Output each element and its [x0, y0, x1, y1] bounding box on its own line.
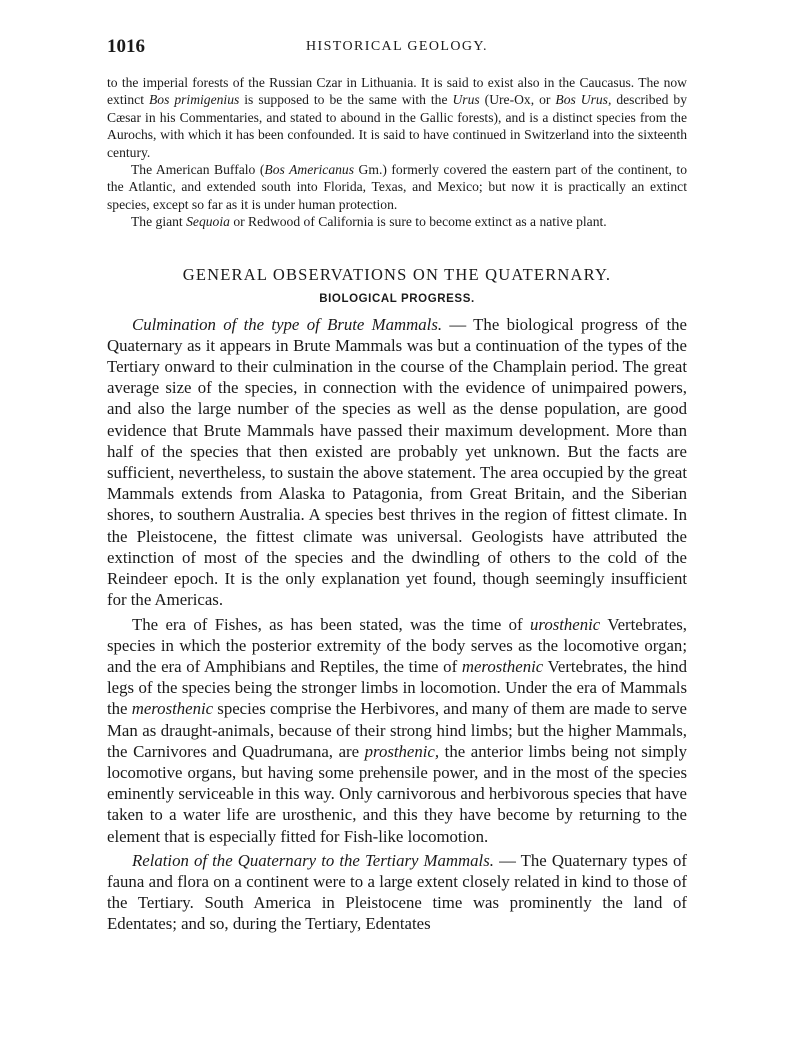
intro-paragraph-buffalo: The American Buffalo (Bos Americanus Gm.) formerly covered the eastern part of the continent, to the Atlantic, and extended south into Florida, Texas, and Mexico; but now it is practically an extinct species, except so far as it is under human protection.	[107, 162, 687, 212]
intro-block	[107, 74, 687, 231]
paragraph-lead: Culmination of the type of Brute Mammals.	[132, 314, 443, 334]
paragraph-culmination: Culmination of the type of Brute Mammals. — The biological progress of the Quaternary as it appears in Brute Mammals was but a continuation of the types of the Tertiary onward to their culmination in the course of the Champlain period. The great average size of the species, in connection with the evidence of unimpaired powers, and also the large number of the species as well as the dense population, are good evidence that Brute Mammals have passed their maximum development. More than half of the species that then existed are probably yet unknown. But the facts are sufficient, nevertheless, to sustain the above statement. The area occupied by the great Mammals extends from Alaska to Patagonia, from Great Britain, and the Siberian shores, to southern Australia. A species best thrives in the region of fittest climate. In the Pleistocene, the fittest climate was universal. Geologists have attributed the extinction of most of the species and the dwindling of others to the cold of the Reindeer epoch. It is the only explanation yet found, though seemingly insufficient for the Americas.	[107, 314, 687, 610]
intro-paragraph-sequoia: The giant Sequoia or Redwood of California is sure to become extinct as a native plant.	[131, 214, 607, 230]
running-head	[107, 36, 687, 60]
paragraph-vertebrate-eras: The era of Fishes, as has been stated, was the time of urosthenic Vertebrates, species in which the posterior extremity of the body serves as the locomotive organ; and the era of Amphibians and Reptiles, the time of merosthenic Vertebrates, the hind legs of the species being the stronger limbs in locomotion. Under the era of Mammals the merosthenic species comprise the Herbivores, and many of them are made to serve Man as draught-animals, because of their strong hind limbs; but the higher Mammals, the Carnivores and Quadrumana, are prosthenic, the anterior limbs being not simply locomotive organs, but having some prehensile power, and in the most of the species eminently serviceable in this way. Only carnivorous and herbivorous species that have taken to a water life are urosthenic, and this they have become by returning to the element that is especially fitted for Fish-like locomotion.	[107, 614, 688, 846]
paragraph-lead: Relation of the Quaternary to the Tertiary Mammals.	[132, 850, 494, 870]
section-heading: GENERAL OBSERVATIONS ON THE QUATERNARY.	[182, 264, 612, 284]
running-title: HISTORICAL GEOLOGY.	[306, 39, 488, 54]
page-number: 1016	[107, 36, 145, 57]
paragraph-relation: Relation of the Quaternary to the Tertiary Mammals. — The Quaternary types of fauna and flora on a continent were to a large extent closely related in kind to those of the Tertiary. South America in Pleistocene time was prominently the land of Edentates; and so, during the Tertiary, Edentates	[107, 850, 687, 934]
book-page	[107, 36, 687, 938]
body-text	[107, 314, 687, 935]
intro-paragraph-aurochs: to the imperial forests of the Russian Czar in Lithuania. It is said to exist also in the Caucasus. The now extinct Bos primigenius is supposed to be the same with the Urus (Ure-Ox, or Bos Urus, described by Cæsar in his Commentaries, and stated to abound in the Gallic forests), and is a distinct species from the Aurochs, with which it has been confounded. It is said to have continued in Switzerland into the sixteenth century.	[107, 75, 687, 160]
section-subheading: BIOLOGICAL PROGRESS.	[319, 292, 475, 305]
